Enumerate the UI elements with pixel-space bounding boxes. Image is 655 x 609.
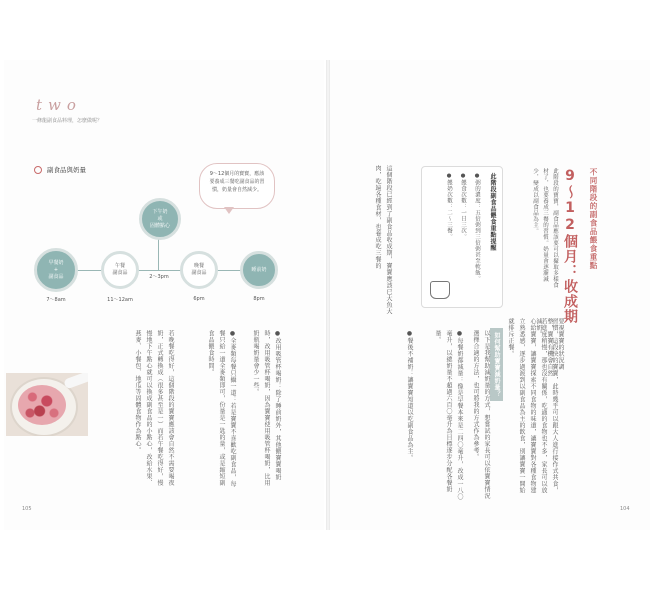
key-points-title: 此階段副食品餵食重點提醒: [489, 173, 496, 251]
timeline-node-breakfast: [34, 248, 78, 292]
text-column: 以下是我幫助減奶量的方式，想嘗試的家長可以依寶寶情況選擇合適的方法，也可將我的方式作為參考。: [472, 330, 490, 499]
timeline-node-label: 睡前奶: [251, 266, 267, 273]
text-column: 若晚餐吃得好，這個階段的寶寶應該會自然不需要喝夜奶，正式轉換成（很多甚至是一）而若午餐吃得好，慢慢地下午點心就可以換成副食品的小點心，改給水果、燕麥、小餐包、地瓜等固體食物作為點心。: [134, 330, 174, 486]
key-point-1: ●粥的濃度：五倍粥到三倍粥甚至軟飯。: [474, 173, 480, 282]
bullet-circle-icon: [34, 166, 42, 174]
text-column: ●每餐奶都減量：像是早餐本來是二四〇毫升，改成一八〇毫升，以總奶量不超過六百〇毫升為目標逐步分配各餐奶量。: [434, 330, 463, 500]
timeline-line: [60, 270, 260, 271]
timeline-node-dinner: [180, 251, 218, 289]
page-number-left: 105: [22, 506, 32, 512]
text-column: ●全麥類每餐只攝一道：若是寶寶不喜歡吃副食品，每餐只給一道全麥類即可，份量是一匙的量，或是縮短副食品餵食時間。: [207, 330, 236, 487]
timeline-node-label: 晚餐 副食品: [191, 263, 207, 276]
section-heading: [34, 165, 86, 174]
key-point-3: ●餵奶次數：二～三餐。: [446, 173, 452, 240]
phase-heading: 不同階段的副食品餵食重點: [589, 168, 598, 270]
text-column: 習慣，這段快的寶寶，此時幾乎可以跟大人進行接作式共食，若進度稍慢，那也沒有關係，吃適的食物也不多，家長可以放心給寶寶，讓寶寶探索不同食物的味道，讓寶寶對各種食物建立熟悉感，逐步過渡到以副食品為主的飲食，別讓寶寶一開始就排斥正餐。: [507, 318, 558, 494]
speech-bubble-tail: [224, 207, 234, 214]
timeline-node-label: 午餐 副食品: [112, 263, 128, 276]
timeline-node-afternoon: [139, 198, 181, 240]
text-column: 這個階段已經到了副食品收成期，寶寶應該已大魚大肉，吃遍各種食材，也養成吃三餐的: [374, 165, 392, 315]
timeline-branch: [158, 238, 159, 270]
timeline-node-label: 下午奶 或 固體點心: [149, 208, 170, 229]
intro-text: 此階段的寶寶，副食品應該要可以攝取多樣食材了，也要養成三餐的習慣。奶量會逐漸減少，變成以副食品為主。: [532, 168, 558, 288]
phase-title: 9～12個月：收成期: [562, 168, 578, 324]
spoon-shape: [63, 373, 88, 389]
berries-bowl-photo: [6, 373, 88, 436]
timeline-time: 11～12am: [107, 297, 133, 303]
timeline-time: 2～3pm: [149, 274, 169, 280]
timeline-node-label: 早餐奶 + 副食品: [48, 259, 64, 280]
timeline-time: 8pm: [253, 296, 265, 302]
cup-icon: [430, 281, 450, 299]
chapter-subtitle: 一條龍副食品料理，怎麼做呢？: [32, 118, 103, 124]
timeline-time: 6pm: [193, 296, 205, 302]
key-points-box: [421, 166, 503, 308]
text-column: ●改用吸管杯喝奶：除了睡前奶外，其他餵寶寶喝奶時，改用吸管杯喝奶，因為寶寶使用吸管杯喝奶，比用奶瓶喝奶量會少一些。: [252, 330, 281, 486]
text-column: ●餐後不補奶：讓寶寶知道以吃副食品為主。: [406, 330, 413, 461]
question-label: 如何幫助寶寶減奶量？: [490, 328, 503, 401]
text-column: 要視寶寶的狀況調整，寶寶有機會自然減奶。: [535, 318, 564, 377]
timeline-node-lunch: [101, 251, 139, 289]
page-number-right: 104: [620, 506, 630, 512]
berries-shape: [18, 385, 66, 425]
speech-bubble: 9～12個月的寶寶，應該要養成三餐吃副食品的習慣，奶量會自然減少。: [199, 163, 275, 209]
key-point-2: ●餵食次數：一日三次。: [460, 173, 466, 240]
section-label: 副食品與奶量: [47, 166, 86, 174]
chapter-title: two: [36, 96, 82, 114]
timeline-node-bedtime: [240, 251, 278, 289]
timeline-time: 7～8am: [46, 297, 66, 303]
